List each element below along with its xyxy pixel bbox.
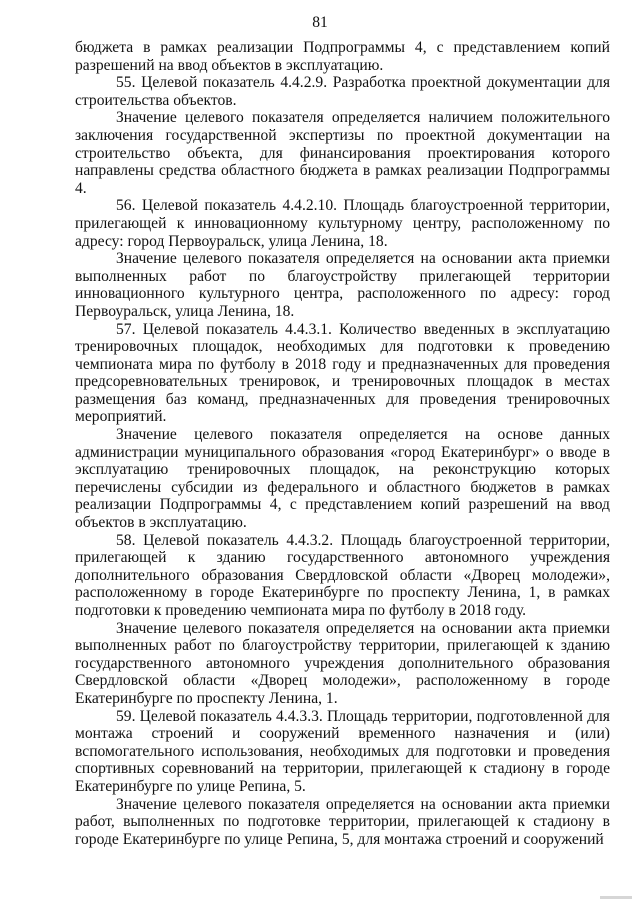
paragraph-indicator-57-value: Значение целевого показателя определяется на основе данных администрации муниципального образования «город Екатеринбург» о вводе в эксплуатацию тренировочных площадок, на реконструкцию которых перечислены субсидии из федерального и областного бюджетов в рамках реализации Подпрограммы 4, с представлением копий разрешений на ввод объектов в эксплуатацию. [75,426,610,532]
document-body [75,39,610,848]
paragraph-indicator-55-value: Значение целевого показателя определяется наличием положительного заключения государственной экспертизы по проектной документации на строительство объекта, для финансирования проектирования которого направлены средства областного бюджета в рамках реализации Подпрограммы 4. [75,109,610,197]
scan-artifact [600,896,632,899]
paragraph-continuation: бюджета в рамках реализации Подпрограммы 4, с представлением копий разрешений на ввод объектов в эксплуатацию. [75,39,610,74]
paragraph-indicator-56-value: Значение целевого показателя определяется на основании акта приемки выполненных работ по благоустройству прилегающей территории инновационного культурного центра, расположенного по адресу: город Первоуральск, улица Ленина, 18. [75,250,610,320]
paragraph-indicator-56: 56. Целевой показатель 4.4.2.10. Площадь благоустроенной территории, прилегающей к инновационному культурному центру, расположенному по адресу: город Первоуральск, улица Ленина, 18. [75,197,610,250]
paragraph-indicator-55: 55. Целевой показатель 4.4.2.9. Разработка проектной документации для строительства объектов. [75,74,610,109]
page-number: 81 [312,14,328,31]
paragraph-indicator-57: 57. Целевой показатель 4.4.3.1. Количество введенных в эксплуатацию тренировочных площадок, необходимых для подготовки к проведению чемпионата мира по футболу в 2018 году и предназначенных для проведения предсоревновательных тренировок, и тренировочных площадок в местах размещения баз команд, предназначенных для проведения тренировочных мероприятий. [75,320,610,426]
paragraph-indicator-58: 58. Целевой показатель 4.4.3.2. Площадь благоустроенной территории, прилегающей к зданию государственного автономного учреждения дополнительного образования Свердловской области «Дворец молодежи», расположенному в городе Екатеринбурге по проспекту Ленина, 1, в рамках подготовки к проведению чемпионата мира по футболу в 2018 году. [75,531,610,619]
paragraph-indicator-59: 59. Целевой показатель 4.4.3.3. Площадь территории, подготовленной для монтажа строений и сооружений временного назначения и (или) вспомогательного использования, необходимых для подготовки и проведения спортивных соревнований на территории, прилегающей к стадиону в городе Екатеринбурге по улице Репина, 5. [75,707,610,795]
paragraph-indicator-58-value: Значение целевого показателя определяется на основании акта приемки выполненных работ по благоустройству территории, прилегающей к зданию государственного автономного учреждения дополнительного образования Свердловской области «Дворец молодежи», расположенному в городе Екатеринбурге по проспекту Ленина, 1. [75,619,610,707]
paragraph-indicator-59-value: Значение целевого показателя определяется на основании акта приемки работ, выполненных по подготовке территории, прилегающей к стадиону в городе Екатеринбурге по улице Репина, 5, для монтажа строений и сооружений [75,795,610,848]
